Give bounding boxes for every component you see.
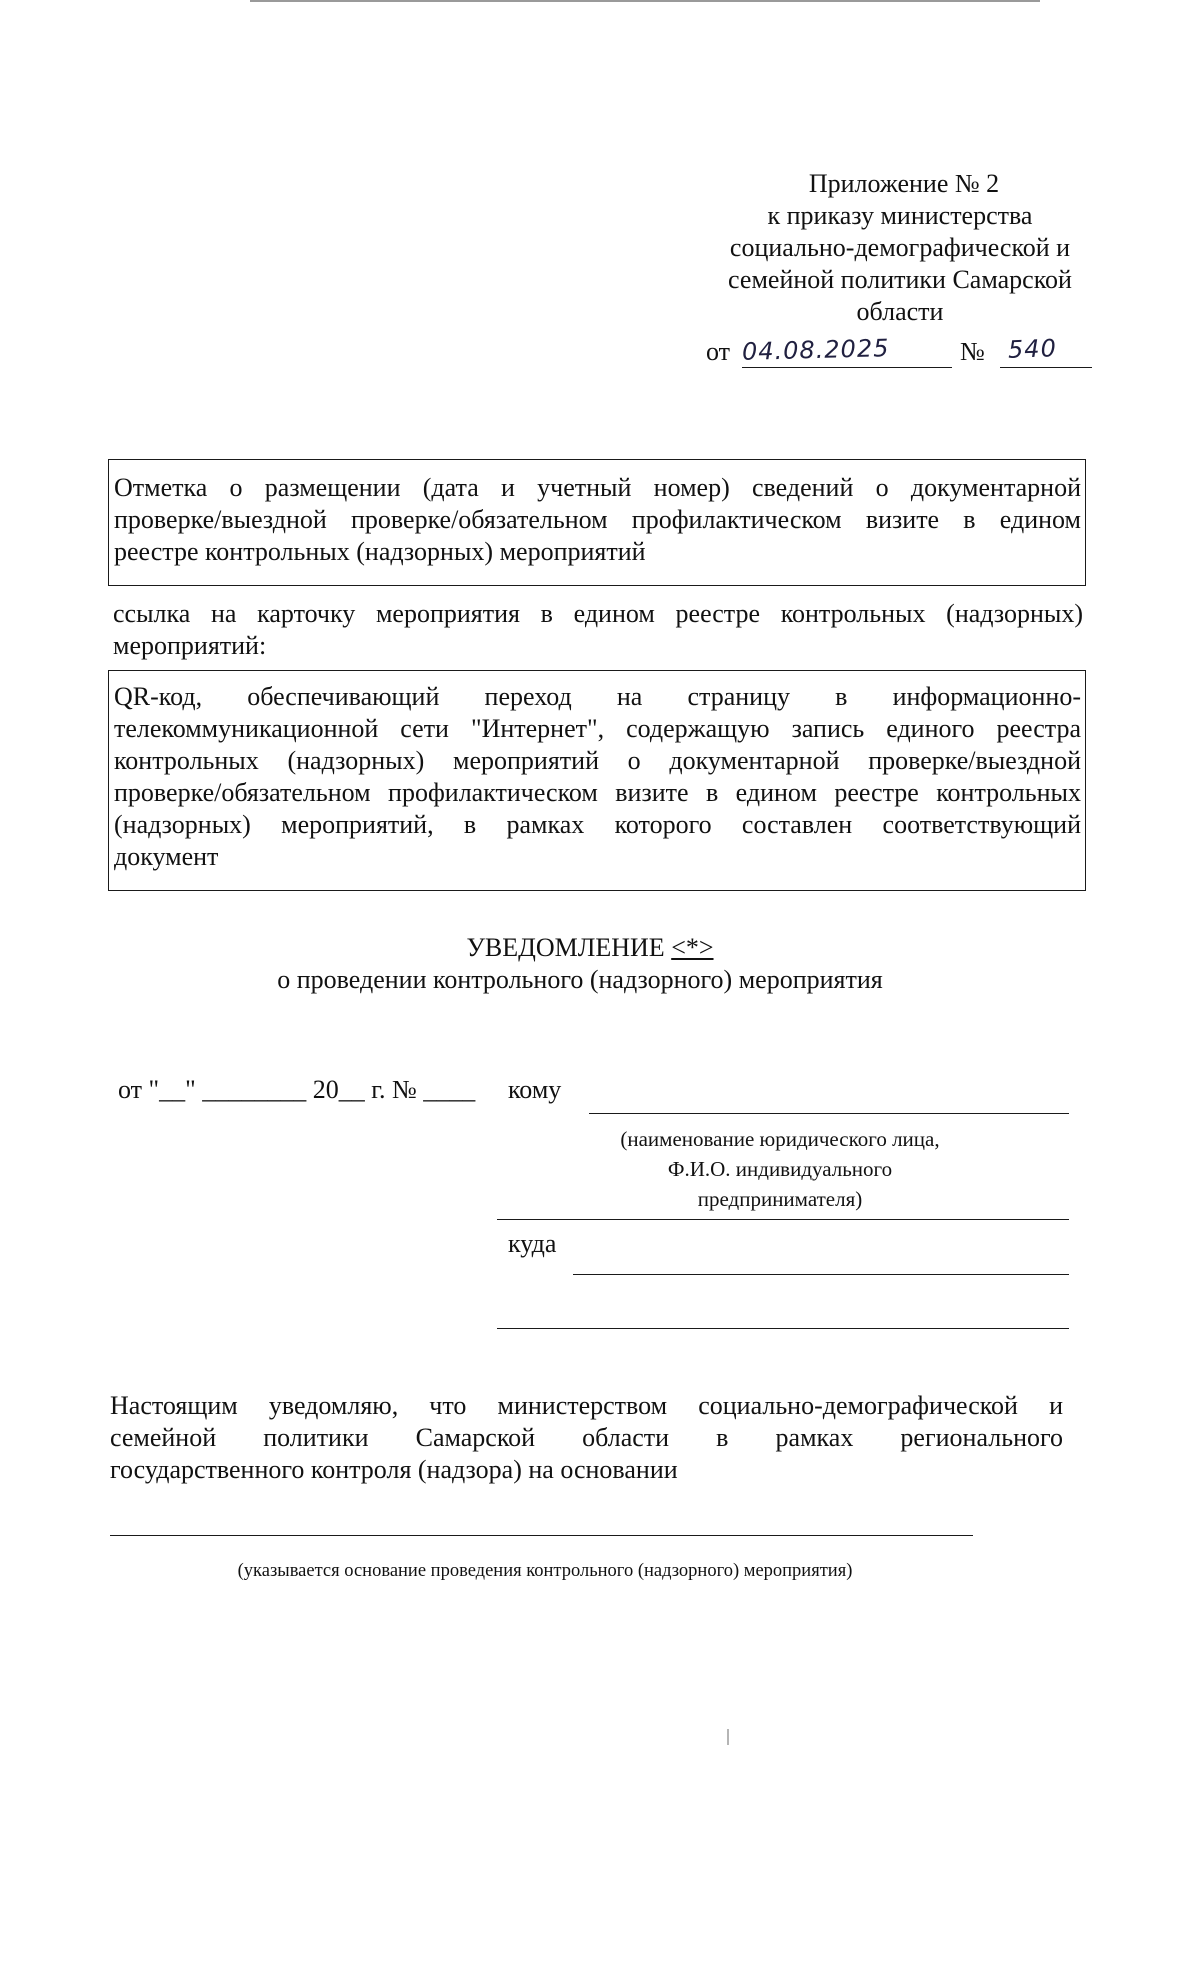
appendix-header bbox=[690, 168, 1110, 328]
registry-mark-line-2: проверке/выездной проверке/обязательном профилактическом визите в едином bbox=[114, 505, 1081, 534]
registry-link-line-2: мероприятий: bbox=[113, 631, 267, 660]
addressee-note-line-1: (наименование юридического лица, bbox=[620, 1127, 940, 1151]
order-date-underline bbox=[742, 367, 952, 368]
scan-edge-mark bbox=[250, 0, 1040, 2]
notice-title-main bbox=[160, 932, 1020, 964]
notice-body-line-2: семейной политики Самарской области в рамках регионального bbox=[110, 1423, 1063, 1452]
appendix-ministry-2: семейной политики Самарской bbox=[728, 265, 1072, 294]
notice-body-line-1: Настоящим уведомляю, что министерством социально-демографической и bbox=[110, 1391, 1063, 1420]
address-line-1 bbox=[573, 1274, 1069, 1275]
order-date-handwritten: 04.08.2025 bbox=[741, 334, 890, 366]
registry-mark-line-1: Отметка о размещении (дата и учетный номер) сведений о документарной bbox=[114, 473, 1081, 502]
registry-mark-box bbox=[108, 459, 1086, 586]
registry-link-line-1: ссылка на карточку мероприятия в едином реестре контрольных (надзорных) bbox=[113, 599, 1083, 628]
addressee-note bbox=[570, 1124, 990, 1214]
registry-link-caption bbox=[113, 598, 1083, 662]
appendix-order-ref: к приказу министерства bbox=[767, 201, 1033, 230]
order-number-underline bbox=[1000, 367, 1092, 368]
qr-code-box bbox=[108, 670, 1086, 891]
notice-body bbox=[110, 1390, 1063, 1486]
notice-from-line: от "__" ________ 20__ г. № ____ bbox=[118, 1075, 476, 1104]
qr-box-line-3: контрольных (надзорных) мероприятий о документарной проверке/выездной bbox=[114, 746, 1081, 775]
qr-box-line-1: QR-код, обеспечивающий переход на страницу в информационно- bbox=[114, 682, 1081, 711]
address-line-2 bbox=[497, 1328, 1069, 1329]
date-prefix: от bbox=[706, 337, 731, 366]
basis-line bbox=[110, 1535, 973, 1536]
notice-title bbox=[160, 932, 1020, 996]
footnote-reference: <*> bbox=[671, 933, 714, 962]
appendix-ministry-1: социально-демографической и bbox=[729, 233, 1071, 262]
appendix-region: области bbox=[856, 297, 944, 326]
addressee-line-1 bbox=[589, 1113, 1069, 1114]
appendix-number: Приложение № 2 bbox=[808, 169, 1000, 198]
scan-speck bbox=[727, 1729, 729, 1745]
order-date-line bbox=[706, 336, 1116, 372]
addressee-note-line-2: Ф.И.О. индивидуального bbox=[667, 1157, 893, 1181]
addressee-note-line-3: предпринимателя) bbox=[697, 1187, 863, 1211]
addressee-line-2 bbox=[497, 1219, 1069, 1220]
notice-body-line-3: государственного контроля (надзора) на основании bbox=[110, 1455, 678, 1484]
to-label: кому bbox=[508, 1075, 562, 1104]
qr-box-line-4: проверке/обязательном профилактическом визите в едином реестре контрольных bbox=[114, 778, 1081, 807]
basis-note: (указывается основание проведения контрольного (надзорного) мероприятия) bbox=[237, 1561, 853, 1581]
registry-mark-line-3: реестре контрольных (надзорных) мероприятий bbox=[114, 537, 646, 566]
number-prefix: № bbox=[960, 337, 985, 366]
qr-box-line-6: документ bbox=[114, 842, 219, 871]
notice-heading: УВЕДОМЛЕНИЕ bbox=[466, 933, 665, 962]
where-label: куда bbox=[508, 1229, 557, 1258]
qr-box-line-5: (надзорных) мероприятий, в рамках которого составлен соответствующий bbox=[114, 810, 1081, 839]
order-number-handwritten: 540 bbox=[1007, 334, 1058, 364]
qr-box-line-2: телекоммуникационной сети "Интернет", содержащую запись единого реестра bbox=[114, 714, 1081, 743]
notice-subtitle: о проведении контрольного (надзорного) мероприятия bbox=[277, 965, 883, 994]
